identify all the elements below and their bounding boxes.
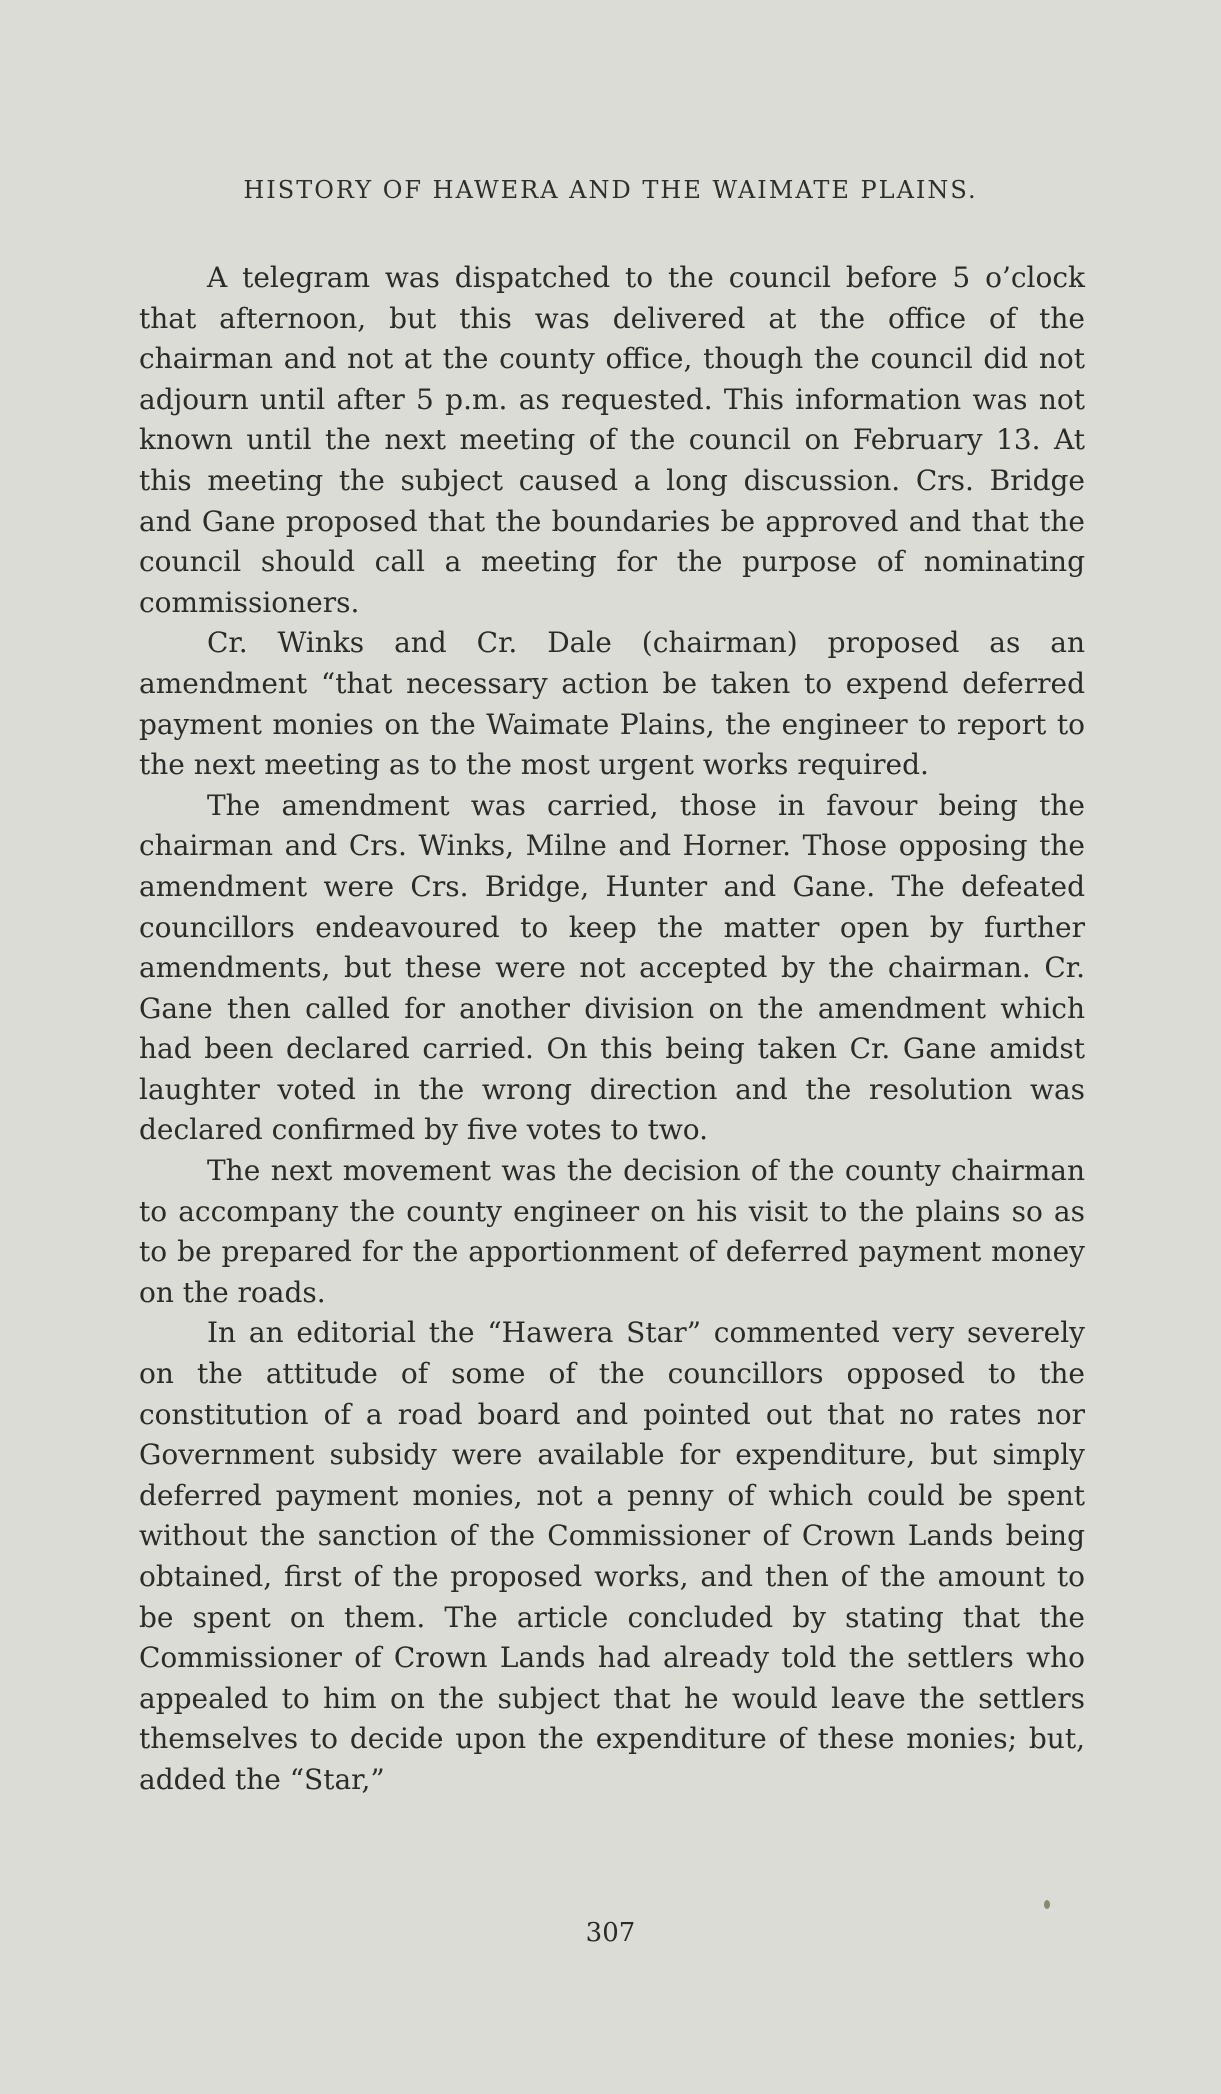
paragraph-amendment-proposal: Cr. Winks and Cr. Dale (chairman) proposed as an amendment “that necessary action be taken to expend deferred payment monies on the Waimate Plains, the engineer to report to the next meeting as to the most urgent works required. xyxy=(139,626,1085,782)
paragraph-editorial: In an editorial the “Hawera Star” commented very severely on the attitude of some of the councillors opposed to the constitution of a road board and pointed out that no rates nor Government subsidy were available for expenditure, but simply deferred payment monies, not a penny of which could be spent without the sanction of the Commissioner of Crown Lands being obtained, first of the proposed works, and then of the amount to be spent on them. The article concluded by stating that the Commissioner of Crown Lands had already told the settlers who appealed to him on the subject that he would leave the settlers themselves to decide upon the expenditure of these monies; but, added the “Star,” xyxy=(139,1316,1085,1796)
page-number: 307 xyxy=(585,1918,636,1948)
paper-speck xyxy=(1044,1900,1050,1909)
paragraph-telegram: A telegram was dispatched to the council before 5 o’clock that afternoon, but this was delivered at the office of the chairman and not at the county office, though the council did not adjourn until after 5 p.m. as requested. This information was not known until the next meeting of the council on February 13. At this meeting the subject caused a long discussion. Crs. Bridge and Gane proposed that the boundaries be approved and that the council should call a meeting for the purpose of nominating commissioners. xyxy=(139,261,1085,619)
running-head-title: HISTORY OF HAWERA AND THE WAIMATE PLAINS. xyxy=(243,176,978,204)
paragraph-amendment-vote: The amendment was carried, those in favour being the chairman and Crs. Winks, Milne and Horner. Those opposing the amendment were Crs. Bridge, Hunter and Gane. The defeated councillors endeavoured to keep the matter open by further amendments, but these were not accepted by the chairman. Cr. Gane then called for another division on the amendment which had been declared carried. On this being taken Cr. Gane amidst laughter voted in the wrong direction and the resolution was declared confirmed by five votes to two. xyxy=(139,788,1085,1147)
paragraph-next-movement: The next movement was the decision of the county chairman to accompany the county engineer on his visit to the plains so as to be prepared for the apportionment of deferred payment money on the roads. xyxy=(139,1154,1085,1309)
body-text xyxy=(139,258,1085,1801)
